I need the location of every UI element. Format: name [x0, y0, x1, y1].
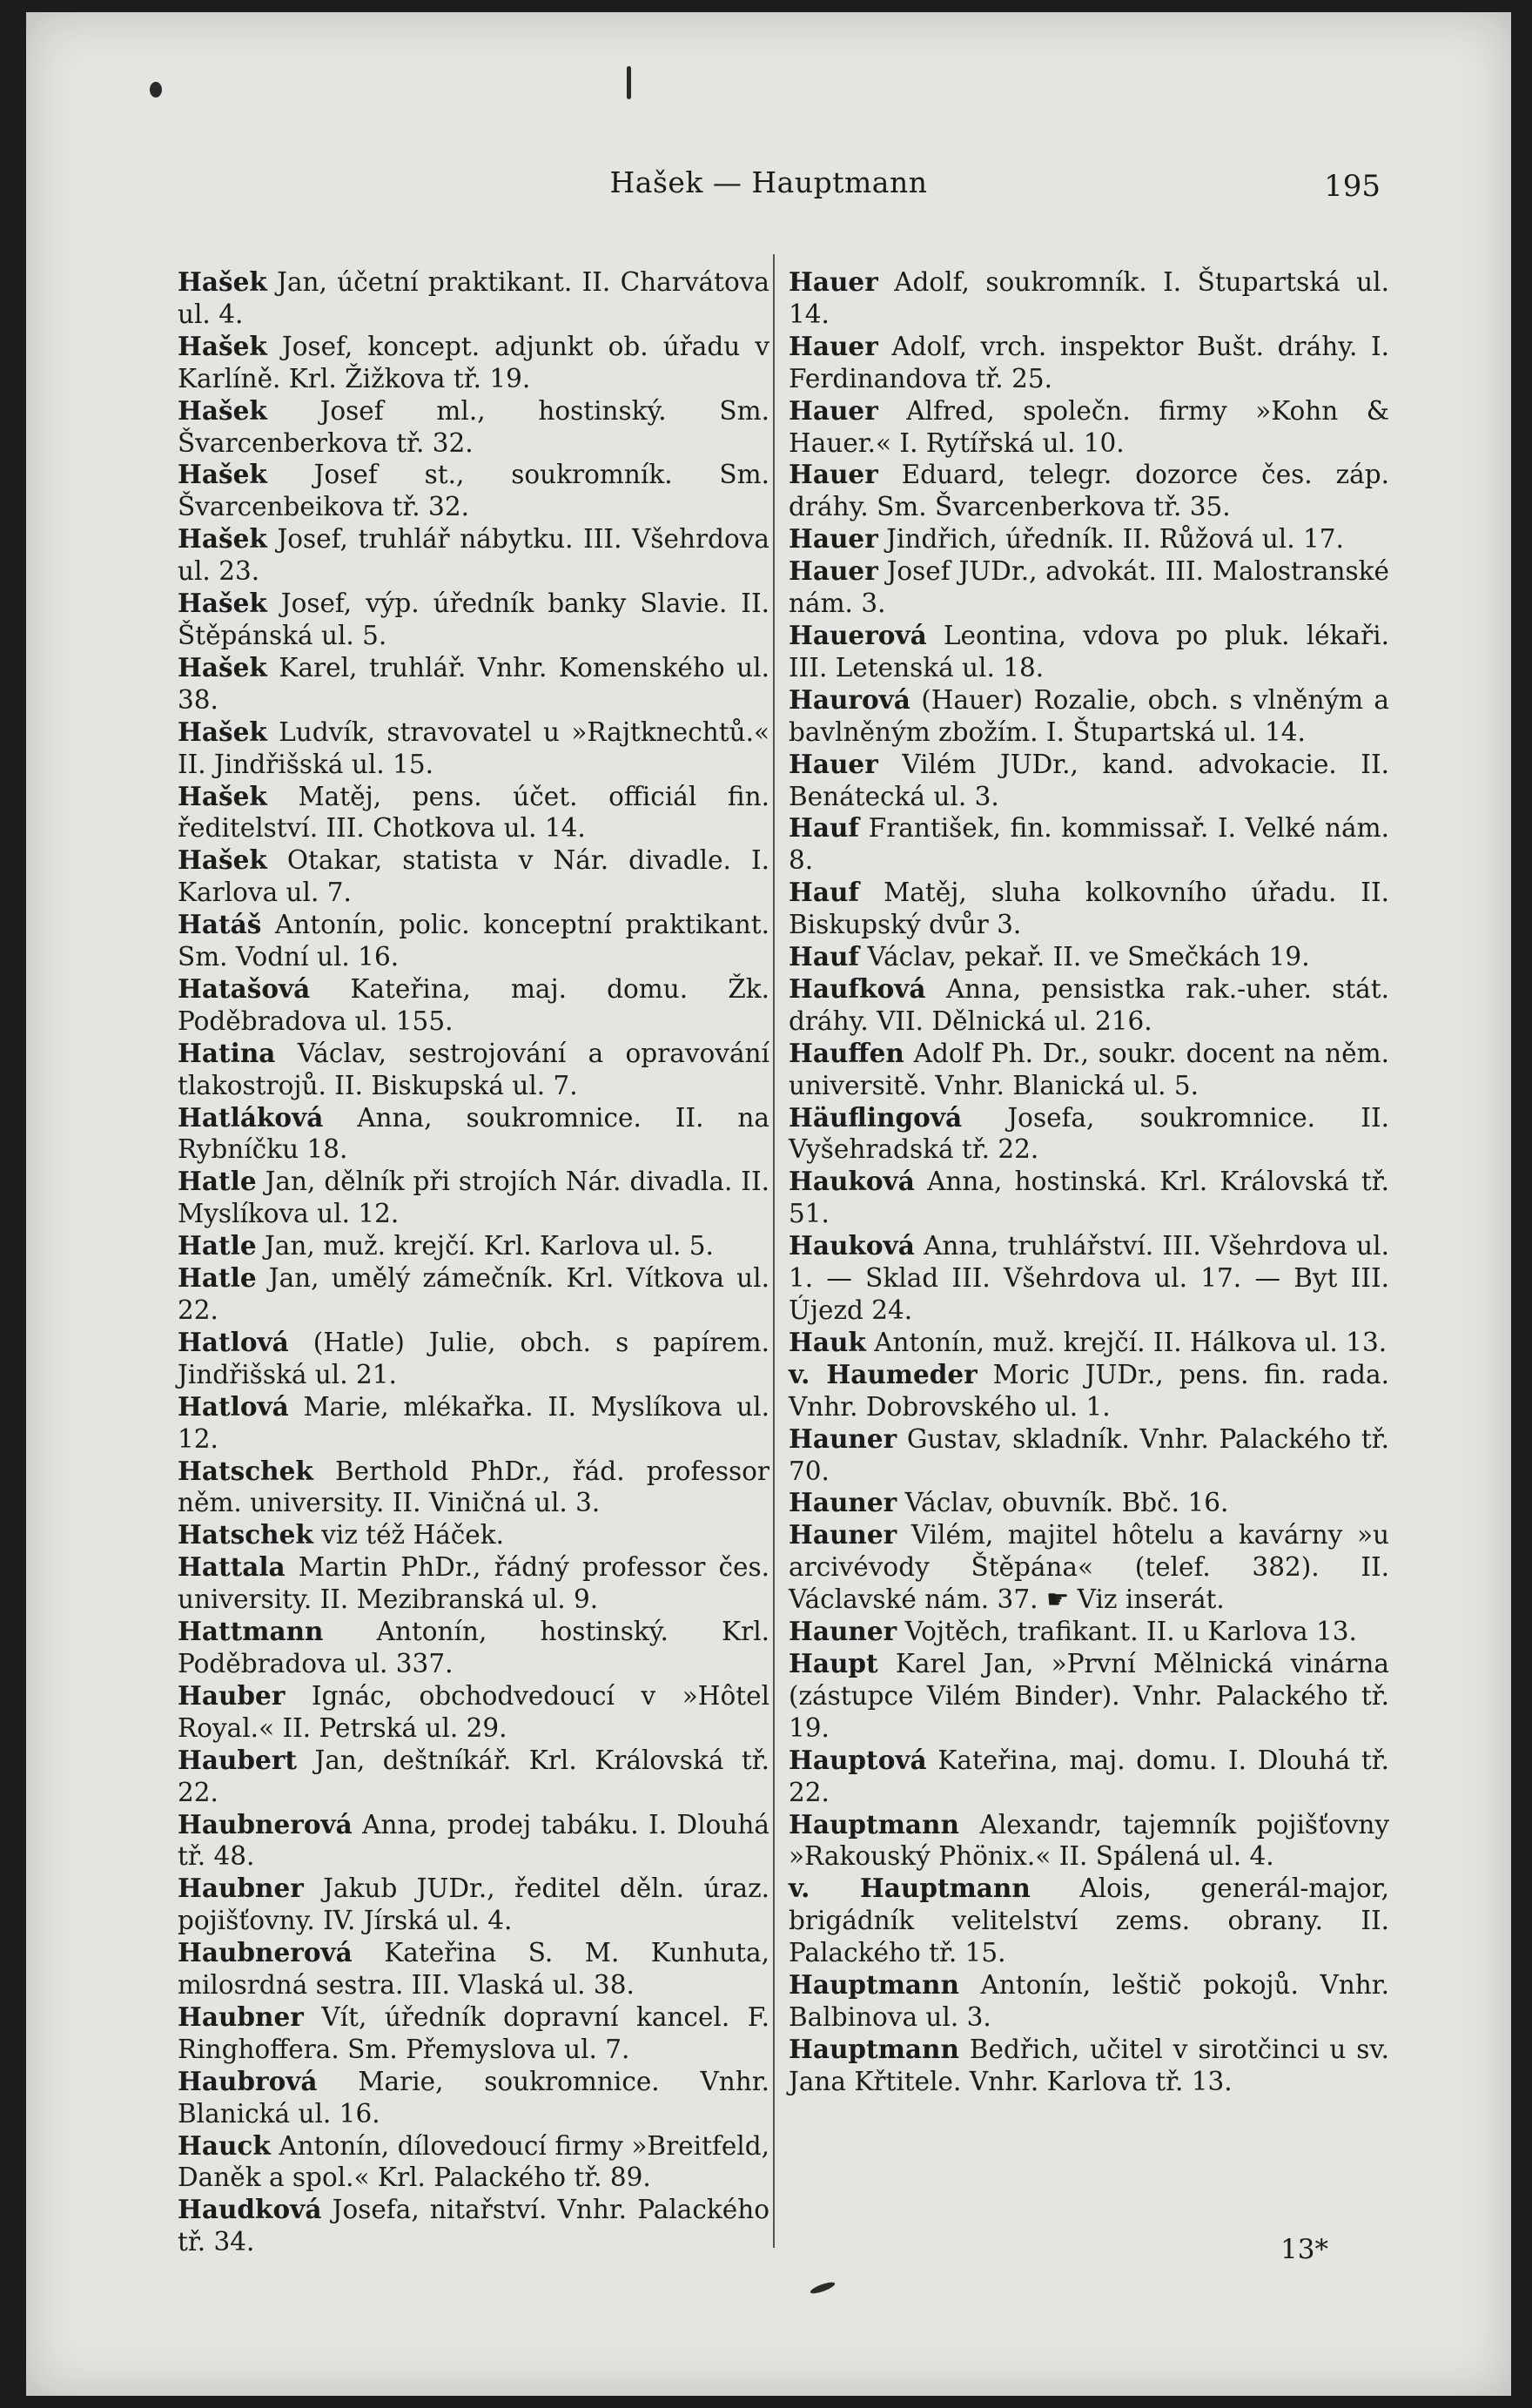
directory-entry: [789, 555, 1389, 620]
entry-details: Josef, koncept. adjunkt ob. úřadu v Karlíně. Krl. Žižkova tř. 19.: [178, 331, 769, 393]
directory-entry: [178, 1551, 769, 1616]
entry-details: Jan, dělník při strojích Nár. divadla. II. Myslíkova ul. 12.: [178, 1167, 769, 1229]
column-divider: [773, 254, 775, 2248]
directory-entry: [789, 1616, 1389, 1648]
entry-details: Antonín, muž. krejčí. II. Hálkova ul. 13.: [865, 1327, 1388, 1357]
directory-entry: [178, 588, 769, 652]
entry-surname: Haumeder: [826, 1358, 978, 1389]
entry-surname: Hašek: [178, 588, 267, 619]
entry-details: Gustav, skladník. Vnhr. Palackého tř. 70.: [789, 1423, 1389, 1486]
entry-details: Martin PhDr., řádný professor čes. university. II. Mezibranská ul. 9.: [178, 1552, 769, 1615]
entry-surname: Hauner: [789, 1616, 897, 1647]
entry-surname: Hauber: [178, 1679, 286, 1711]
entry-surname: Hauer: [789, 394, 878, 426]
entry-details: Adolf Ph. Dr., soukr. docent na něm. universitě. Vnhr. Blanická ul. 5.: [789, 1038, 1389, 1100]
entry-surname: Hauner: [789, 1519, 897, 1550]
entry-details: (Hauer) Rozalie, obch. s vlněným a bavlněným zbožím. I. Štupartská ul. 14.: [789, 684, 1389, 747]
directory-entry: [789, 973, 1389, 1038]
entry-surname: Hatle: [178, 1262, 257, 1294]
entry-surname: Hašek: [178, 459, 267, 490]
directory-entry: [178, 331, 769, 395]
entry-details: Jindřich, úředník. II. Růžová ul. 17.: [877, 524, 1344, 555]
directory-entry: [789, 620, 1389, 684]
entry-surname: Hatina: [178, 1037, 276, 1068]
directory-entry: [178, 266, 769, 331]
directory-entry: [789, 1648, 1389, 1745]
entry-surname: Hauerová: [789, 619, 927, 650]
entry-details: Anna, prodej tabáku. I. Dlouhá tř. 48.: [178, 1809, 769, 1872]
entry-details: Alfred, společn. firmy »Kohn & Hauer.« I. Rytířská ul. 10.: [789, 395, 1389, 458]
entry-details: Moric JUDr., pens. fin. rada. Vnhr. Dobrovského ul. 1.: [789, 1359, 1389, 1422]
entry-details: Marie, soukromnice. Vnhr. Blanická ul. 16.: [178, 2066, 769, 2129]
entry-details: Karel, truhlář. Vnhr. Komenského ul. 38.: [178, 652, 769, 715]
entry-surname: Hauk: [789, 1326, 866, 1357]
entry-details: Jan, umělý zámečník. Krl. Vítkova ul. 22.: [178, 1263, 769, 1325]
entry-surname: Hašek: [178, 651, 267, 683]
directory-entry: [789, 1809, 1389, 1873]
entry-surname: Hašek: [178, 844, 267, 876]
entry-surname: Hauková: [789, 1230, 915, 1261]
entry-details: Josefa, soukromnice. II. Vyšehradská tř. 22.: [789, 1102, 1389, 1165]
entry-surname: Hauptmann: [789, 1808, 959, 1840]
entry-surname: Haubrová: [178, 2065, 318, 2096]
entry-surname: Hauck: [178, 2129, 271, 2161]
entry-details: Josef ml., hostinský. Sm. Švarcenberkova tř. 32.: [178, 395, 769, 458]
directory-entry: [178, 2130, 769, 2195]
entry-details: Matěj, sluha kolkovního úřadu. II. Biskupský dvůr 3.: [789, 878, 1389, 940]
entry-details: Anna, hostinská. Krl. Královská tř. 51.: [789, 1167, 1389, 1229]
entry-details: Vilém, majitel hôtelu a kavárny »u arcivévody Štěpána« (telef. 382). II. Václavské nám. 37. ☛ Viz inserát.: [789, 1520, 1389, 1615]
entry-surname: Hatschek: [178, 1519, 313, 1550]
entry-details: Kateřina S. M. Kunhuta, milosrdná sestra. III. Vlaská ul. 38.: [178, 1938, 769, 2001]
directory-entry: [789, 266, 1389, 331]
entry-details: Karel Jan, »První Mělnická vinárna (zástupce Vilém Binder). Vnhr. Palackého tř. 19.: [789, 1648, 1389, 1743]
entry-surname: Hašek: [178, 523, 267, 555]
directory-entry: [178, 1262, 769, 1327]
directory-entry: [178, 1230, 769, 1262]
entry-details: Matěj, pens. účet. officiál fin. ředitelství. III. Chotkova ul. 14.: [178, 781, 769, 844]
entry-details: Eduard, telegr. dozorce čes. záp. dráhy. Sm. Švarcenberkova tř. 35.: [789, 460, 1389, 522]
entry-surname: Hauer: [789, 459, 878, 490]
entry-surname: Hauková: [789, 1166, 915, 1197]
entry-surname: Hatle: [178, 1166, 257, 1197]
entry-surname: Hatlová: [178, 1326, 289, 1357]
entry-surname: Hatlová: [178, 1390, 289, 1422]
directory-entry: [789, 395, 1389, 460]
directory-entry: [789, 1519, 1389, 1616]
entry-details: Antonín, leštič pokojů. Vnhr. Balbinova ul. 3.: [789, 1970, 1389, 2032]
directory-entry: [178, 909, 769, 973]
entry-surname: Hauptmann: [789, 2033, 959, 2064]
entry-surname: Hauf: [789, 941, 860, 972]
directory-entry: [789, 1102, 1389, 1167]
directory-entry: [178, 973, 769, 1038]
entry-details: František, fin. kommissař. I. Velké nám. 8.: [789, 813, 1389, 876]
entry-surname: Hašek: [178, 780, 267, 811]
directory-entry: [178, 716, 769, 781]
directory-entry: [178, 1327, 769, 1391]
entry-details: Václav, obuvník. Bbč. 16.: [897, 1488, 1229, 1518]
directory-entry: [178, 1616, 769, 1680]
directory-entry: [789, 1873, 1389, 1969]
directory-entry: [789, 1038, 1389, 1102]
directory-entry: [178, 1937, 769, 2001]
entry-surname: Hatle: [178, 1230, 257, 1261]
page-number: 195: [1324, 169, 1381, 204]
entry-details: Marie, mlékařka. II. Myslíkova ul. 12.: [178, 1391, 769, 1454]
entry-details: Josef, truhlář nábytku. III. Všehrdova ul. 23.: [178, 524, 769, 587]
entry-surname: Haubnerová: [178, 1808, 353, 1840]
directory-entry: [789, 1969, 1389, 2034]
entry-surname: Hašek: [178, 394, 267, 426]
entry-details: Jan, muž. krejčí. Krl. Karlova ul. 5.: [256, 1231, 714, 1261]
entry-details: Antonín, dílovedoucí firmy »Breitfeld, Daněk a spol.« Krl. Palackého tř. 89.: [178, 2130, 769, 2193]
directory-entry: [178, 459, 769, 523]
entry-details: Leontina, vdova po pluk. lékaři. III. Letenská ul. 18.: [789, 620, 1389, 683]
running-header: [26, 165, 1511, 218]
entry-surname: Hauer: [789, 523, 878, 555]
directory-entry: [178, 1166, 769, 1230]
entry-surname: Hattmann: [178, 1616, 324, 1647]
entry-details: Josefa, nitařství. Vnhr. Palackého tř. 34.: [178, 2195, 769, 2257]
entry-surname: Hauffen: [789, 1037, 904, 1068]
entry-prefix: v.: [789, 1358, 827, 1389]
entry-surname: Hauner: [789, 1487, 897, 1518]
directory-entry: [789, 877, 1389, 941]
directory-entry: [178, 1519, 769, 1551]
directory-entry: [178, 1809, 769, 1873]
entry-surname: Haubner: [178, 1873, 304, 1904]
directory-entry: [789, 523, 1389, 555]
entry-details: Jakub JUDr., ředitel děln. úraz. pojišťovny. IV. Jírská ul. 4.: [178, 1873, 769, 1936]
entry-prefix: v.: [789, 1873, 860, 1904]
directory-entry: [789, 1327, 1389, 1359]
entry-details: viz též Háček.: [312, 1520, 505, 1550]
directory-entry: [178, 844, 769, 909]
entry-details: (Hatle) Julie, obch. s papírem. Jindřišská ul. 21.: [178, 1327, 769, 1389]
entry-details: Ignác, obchodvedoucí v »Hôtel Royal.« II. Petrská ul. 29.: [178, 1680, 769, 1743]
directory-entry: [178, 1391, 769, 1456]
entry-surname: Hatašová: [178, 972, 311, 1004]
directory-entry: [178, 1873, 769, 1937]
entry-surname: Hauf: [789, 877, 860, 908]
entry-surname: Hauer: [789, 555, 878, 587]
directory-entry: [789, 749, 1389, 813]
directory-entry: [178, 652, 769, 716]
directory-entry: [789, 1359, 1389, 1423]
entry-details: Václav, pekař. II. ve Smečkách 19.: [859, 942, 1310, 972]
directory-entry: [789, 812, 1389, 877]
directory-entry: [789, 684, 1389, 749]
entry-details: Anna, pensistka rak.-uher. stát. dráhy. VII. Dělnická ul. 216.: [789, 973, 1389, 1036]
entry-details: Josef JUDr., advokát. III. Malostranské nám. 3.: [789, 556, 1389, 619]
directory-entry: [789, 1230, 1389, 1327]
directory-entry: [178, 1456, 769, 1520]
entry-details: Jan, účetní praktikant. II. Charvátova ul. 4.: [178, 267, 769, 329]
directory-entry: [789, 331, 1389, 395]
directory-entry: [789, 1487, 1389, 1519]
entry-details: Josef, výp. úředník banky Slavie. II. Štěpánská ul. 5.: [178, 589, 769, 650]
directory-entry: [178, 1038, 769, 1102]
entry-surname: Haudková: [178, 2194, 322, 2225]
entry-surname: Hatschek: [178, 1455, 313, 1486]
entry-surname: Hašek: [178, 266, 267, 297]
entry-surname: Hauptmann: [859, 1873, 1031, 1904]
entry-details: Bedřich, učitel v sirotčinci u sv. Jana Křtitele. Vnhr. Karlova tř. 13.: [789, 2034, 1389, 2096]
left-column: [178, 266, 769, 2258]
entry-details: Vojtěch, trafikant. II. u Karlova 13.: [897, 1617, 1357, 1647]
directory-entry: [789, 2034, 1389, 2098]
ink-smudge: [810, 2280, 837, 2296]
entry-surname: Haufková: [789, 972, 926, 1004]
directory-entry: [789, 459, 1389, 523]
entry-details: Václav, sestrojování a opravování tlakostrojů. II. Biskupská ul. 7.: [178, 1038, 769, 1100]
entry-details: Alois, generál-major, brigádník velitelství zems. obrany. II. Palackého tř. 15.: [789, 1873, 1389, 1968]
entry-surname: Haubner: [178, 2001, 304, 2032]
entry-details: Otakar, statista v Nár. divadle. I. Karlova ul. 7.: [178, 845, 769, 908]
entry-details: Vít, úředník dopravní kancel. F. Ringhoffera. Sm. Přemyslova ul. 7.: [178, 2001, 769, 2064]
entry-surname: Hauptová: [789, 1744, 927, 1775]
entry-details: Adolf, vrch. inspektor Bušt. dráhy. I. Ferdinandova tř. 25.: [789, 331, 1389, 393]
directory-entry: [178, 2194, 769, 2258]
entry-details: Adolf, soukromník. I. Štupartská ul. 14.: [789, 267, 1389, 329]
entry-details: Jan, deštníkář. Krl. Královská tř. 22.: [178, 1745, 769, 1807]
entry-surname: Hatáš: [178, 909, 262, 940]
entry-details: Ludvík, stravovatel u »Rajtknechtů.« II. Jindřišská ul. 15.: [178, 716, 769, 779]
entry-details: Anna, soukromnice. II. na Rybníčku 18.: [178, 1102, 769, 1165]
directory-entry: [178, 2001, 769, 2066]
entry-surname: Häuflingová: [789, 1101, 963, 1133]
entry-surname: Hauer: [789, 330, 878, 361]
entry-surname: Haubert: [178, 1744, 297, 1775]
directory-entry: [178, 1102, 769, 1167]
directory-entry: [789, 1166, 1389, 1230]
ink-smudge: [627, 66, 631, 99]
entry-details: Josef st., soukromník. Sm. Švarcenbeikova tř. 32.: [178, 460, 769, 522]
entry-details: Anna, truhlářství. III. Všehrdova ul. 1. — Sklad III. Všehrdova ul. 17. — Byt III. Újezd 24.: [789, 1231, 1389, 1325]
entry-details: Antonín, polic. konceptní praktikant. Sm. Vodní ul. 16.: [178, 910, 769, 972]
directory-entry: [178, 781, 769, 845]
entry-surname: Hattala: [178, 1551, 286, 1583]
directory-entry: [178, 395, 769, 460]
entry-details: Alexandr, tajemník pojišťovny »Rakouský Phönix.« II. Spálená ul. 4.: [789, 1809, 1389, 1872]
entry-details: Vilém JUDr., kand. advokacie. II. Benátecká ul. 3.: [789, 749, 1389, 811]
entry-surname: Hauer: [789, 266, 878, 297]
entry-surname: Hauptmann: [789, 1969, 959, 2001]
directory-entry: [178, 1680, 769, 1745]
entry-surname: Hatláková: [178, 1101, 324, 1133]
entry-details: Kateřina, maj. domu. I. Dlouhá tř. 22.: [789, 1745, 1389, 1807]
directory-entry: [178, 523, 769, 588]
entry-surname: Hauner: [789, 1423, 897, 1454]
entry-details: Kateřina, maj. domu. Žk. Poděbradova ul. 155.: [178, 973, 769, 1036]
entry-details: Berthold PhDr., řád. professor něm. university. II. Viničná ul. 3.: [178, 1456, 769, 1518]
directory-entry: [789, 1423, 1389, 1488]
entry-surname: Hašek: [178, 330, 267, 361]
entry-surname: Hašek: [178, 716, 267, 747]
ink-smudge: [150, 82, 162, 98]
entry-surname: Hauf: [789, 812, 860, 844]
header-title: Hašek — Hauptmann: [609, 165, 928, 199]
entry-surname: Hauer: [789, 748, 878, 779]
entry-surname: Haubnerová: [178, 1937, 353, 1968]
directory-entry: [789, 1745, 1389, 1809]
directory-entry: [178, 1745, 769, 1809]
directory-entry: [178, 2066, 769, 2130]
signature-mark: 13*: [1280, 2234, 1328, 2265]
directory-page: [26, 12, 1511, 2396]
directory-entry: [789, 941, 1389, 973]
entry-surname: Haupt: [789, 1647, 878, 1678]
entry-surname: Haurová: [789, 683, 910, 715]
right-column: [789, 266, 1389, 2098]
entry-details: Antonín, hostinský. Krl. Poděbradova ul. 337.: [178, 1617, 769, 1678]
